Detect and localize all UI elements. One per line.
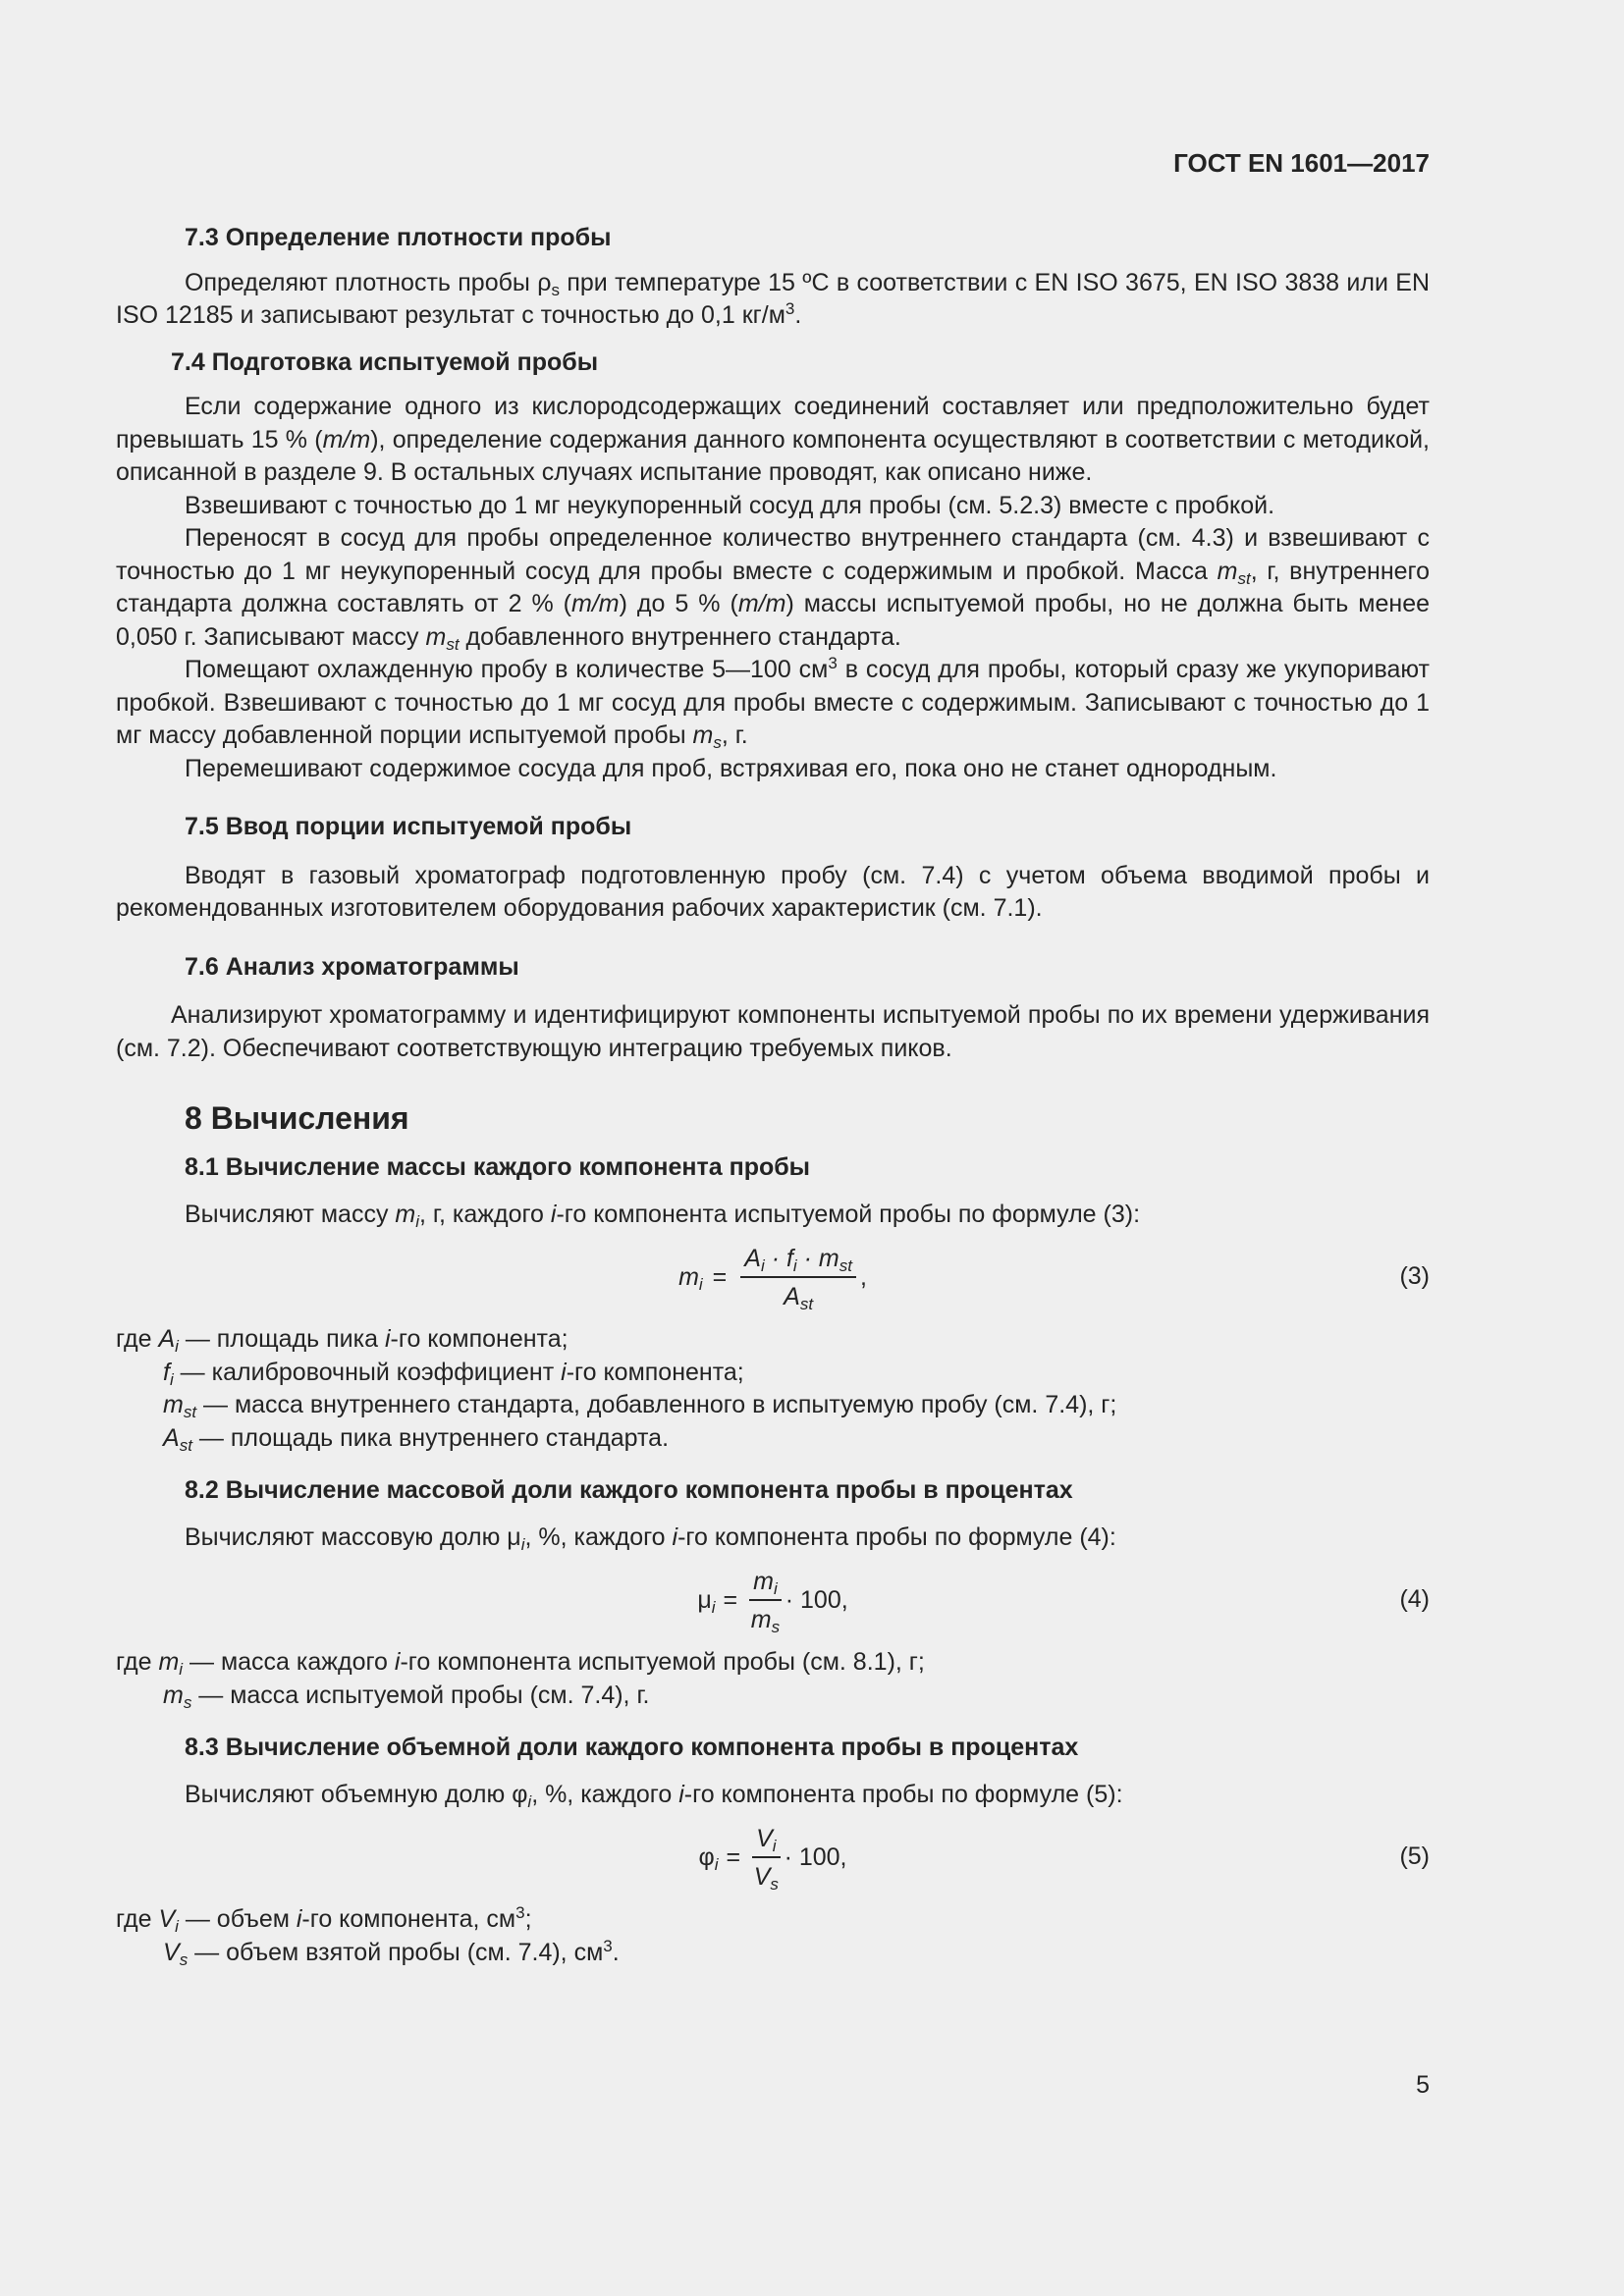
section-8-1-paragraph: Вычисляют массу $m_i$, г, каждого i-го компонента испытуемой пробы по формуле (3): xyxy=(185,1200,1141,1231)
formula-4: $\mu_i$ = $\frac{m_i}{m_s}$ · 100, (4) xyxy=(697,1568,1430,1636)
formula-5-legend xyxy=(116,1903,1430,1969)
section-7-6-paragraph: Анализируют хроматограмму и идентифицируют компоненты испытуемой пробы по их времени удерживания (см. 7.2). Обеспечивают соответствующую интеграцию требуемых пиков. xyxy=(116,1001,1430,1062)
section-7-5-paragraph: Вводят в газовый хроматограф подготовленную пробу (см. 7.4) с учетом объема вводимой пробы и рекомендованных изготовителем оборудования рабочих характеристик (см. 7.1). xyxy=(116,861,1430,922)
formula-4-label: (4) xyxy=(1399,1585,1430,1613)
formula-3-label: (3) xyxy=(1399,1262,1430,1290)
section-8-1-title: 8.1 Вычисление массы каждого компонента пробы xyxy=(185,1153,811,1181)
section-7-4-paragraph-5: Перемешивают содержимое сосуда для проб, встряхивая его, пока оно не станет однородным. xyxy=(185,754,1277,782)
section-7-4-title: 7.4 Подготовка испытуемой пробы xyxy=(171,347,599,376)
legend-item: $m_{st}$ — масса внутреннего стандарта, добавленного в испытуемую пробу (см. 7.4), г; xyxy=(163,1391,1117,1421)
section-7-6-title: 7.6 Анализ хроматограммы xyxy=(185,952,519,981)
section-7-3-paragraph: Определяют плотность пробы $\rho_s$ при температуре 15 ºС в соответствии с EN ISO 3675, EN ISO 3838 или EN ISO 12185 и записывают результат с точностью до 0,1 $кг/м^3$. xyxy=(116,268,1431,329)
section-8-title: 8 Вычисления xyxy=(185,1100,409,1136)
section-8-3-title: 8.3 Вычисление объемной доли каждого компонента пробы в процентах xyxy=(185,1734,1079,1761)
legend-item: $A_{st}$ — площадь пика внутреннего стандарта. xyxy=(163,1423,670,1455)
legend-item: где $V_i$ — объем i-го компонента, $см^3$; xyxy=(116,1903,532,1936)
section-7-4-paragraph-1: Если содержание одного из кислородсодержащих соединений составляет или предположительно будет превышать 15 % (m/m), определение содержания данного компонента осуществляют в соответствии с методикой, описанной в разделе 9. В остальных случаях испытание проводят, как описано ниже. xyxy=(116,393,1431,486)
formula-5-label: (5) xyxy=(1399,1842,1430,1870)
section-8-2-paragraph: Вычисляют массовую долю $\mu_i$, %, каждого i-го компонента пробы по формуле (4): xyxy=(185,1522,1116,1554)
formula-3-legend xyxy=(116,1323,1430,1455)
page-content xyxy=(116,222,1430,1969)
formula-3-fraction: $\frac{A_i \cdot f_i \cdot m_{st}}{A_{st}}$ xyxy=(740,1243,856,1313)
legend-item: $V_s$ — объем взятой пробы (см. 7.4), $см^3$. xyxy=(163,1936,620,1969)
section-7-3-title: 7.3 Определение плотности пробы xyxy=(185,224,612,251)
section-7-5-title: 7.5 Ввод порции испытуемой пробы xyxy=(185,813,632,840)
legend-item: $m_s$ — масса испытуемой пробы (см. 7.4), г. xyxy=(163,1681,650,1712)
page-number: 5 xyxy=(1416,2071,1430,2099)
formula-4-legend xyxy=(116,1646,1430,1712)
section-8-2-title: 8.2 Вычисление массовой доли каждого компонента пробы в процентах xyxy=(185,1476,1073,1504)
section-7-4-paragraph-4: Помещают охлажденную пробу в количестве 5—100 $см^3$ в сосуд для пробы, который сразу же укупоривают пробкой. Взвешивают с точностью до 1 мг сосуд для пробы вместе с содержимым. Записывают с точностью до 1 мг массу добавленной порции испытуемой пробы $m_s$, г. xyxy=(116,654,1431,752)
standard-header: ГОСТ EN 1601—2017 xyxy=(1173,148,1430,178)
section-7-4-paragraph-3: Переносят в сосуд для пробы определенное количество внутреннего стандарта (см. 4.3) и взвешивают с точностью до 1 мг неукупоренный сосуд для пробы вместе с содержимым и пробкой. Масса $m_{st}$, г, внутреннего стандарта должна составлять от 2 % (m/m) до 5 % (m/m) массы испытуемой пробы, но не должна быть менее 0,050 г. Записывают массу $m_{st}$ добавленного внутреннего стандарта. xyxy=(116,524,1431,654)
legend-item: где $A_i$ — площадь пика i-го компонента; xyxy=(116,1325,568,1356)
formula-5-fraction: $\frac{V_i}{V_s}$ xyxy=(753,1825,779,1894)
legend-item: где $m_i$ — масса каждого i-го компонента испытуемой пробы (см. 8.1), г; xyxy=(116,1648,925,1679)
formula-4-fraction: $\frac{m_i}{m_s}$ xyxy=(750,1568,781,1636)
legend-item: $f_i$ — калибровочный коэффициент i-го компонента; xyxy=(163,1358,744,1389)
formula-5: $\varphi_i$ = $\frac{V_i}{V_s}$ · 100, (5) xyxy=(698,1825,1430,1894)
section-7-4-paragraph-2: Взвешивают с точностью до 1 мг неукупоренный сосуд для пробы (см. 5.2.3) вместе с пробкой. xyxy=(185,491,1275,519)
formula-3: $m_i$ = $\frac{A_i \cdot f_i \cdot m_{st}}{A_{st}}$ , (3) xyxy=(678,1245,1430,1313)
section-8-3-paragraph: Вычисляют объемную долю $\varphi_i$, %, каждого i-го компонента пробы по формуле (5): xyxy=(185,1780,1123,1811)
